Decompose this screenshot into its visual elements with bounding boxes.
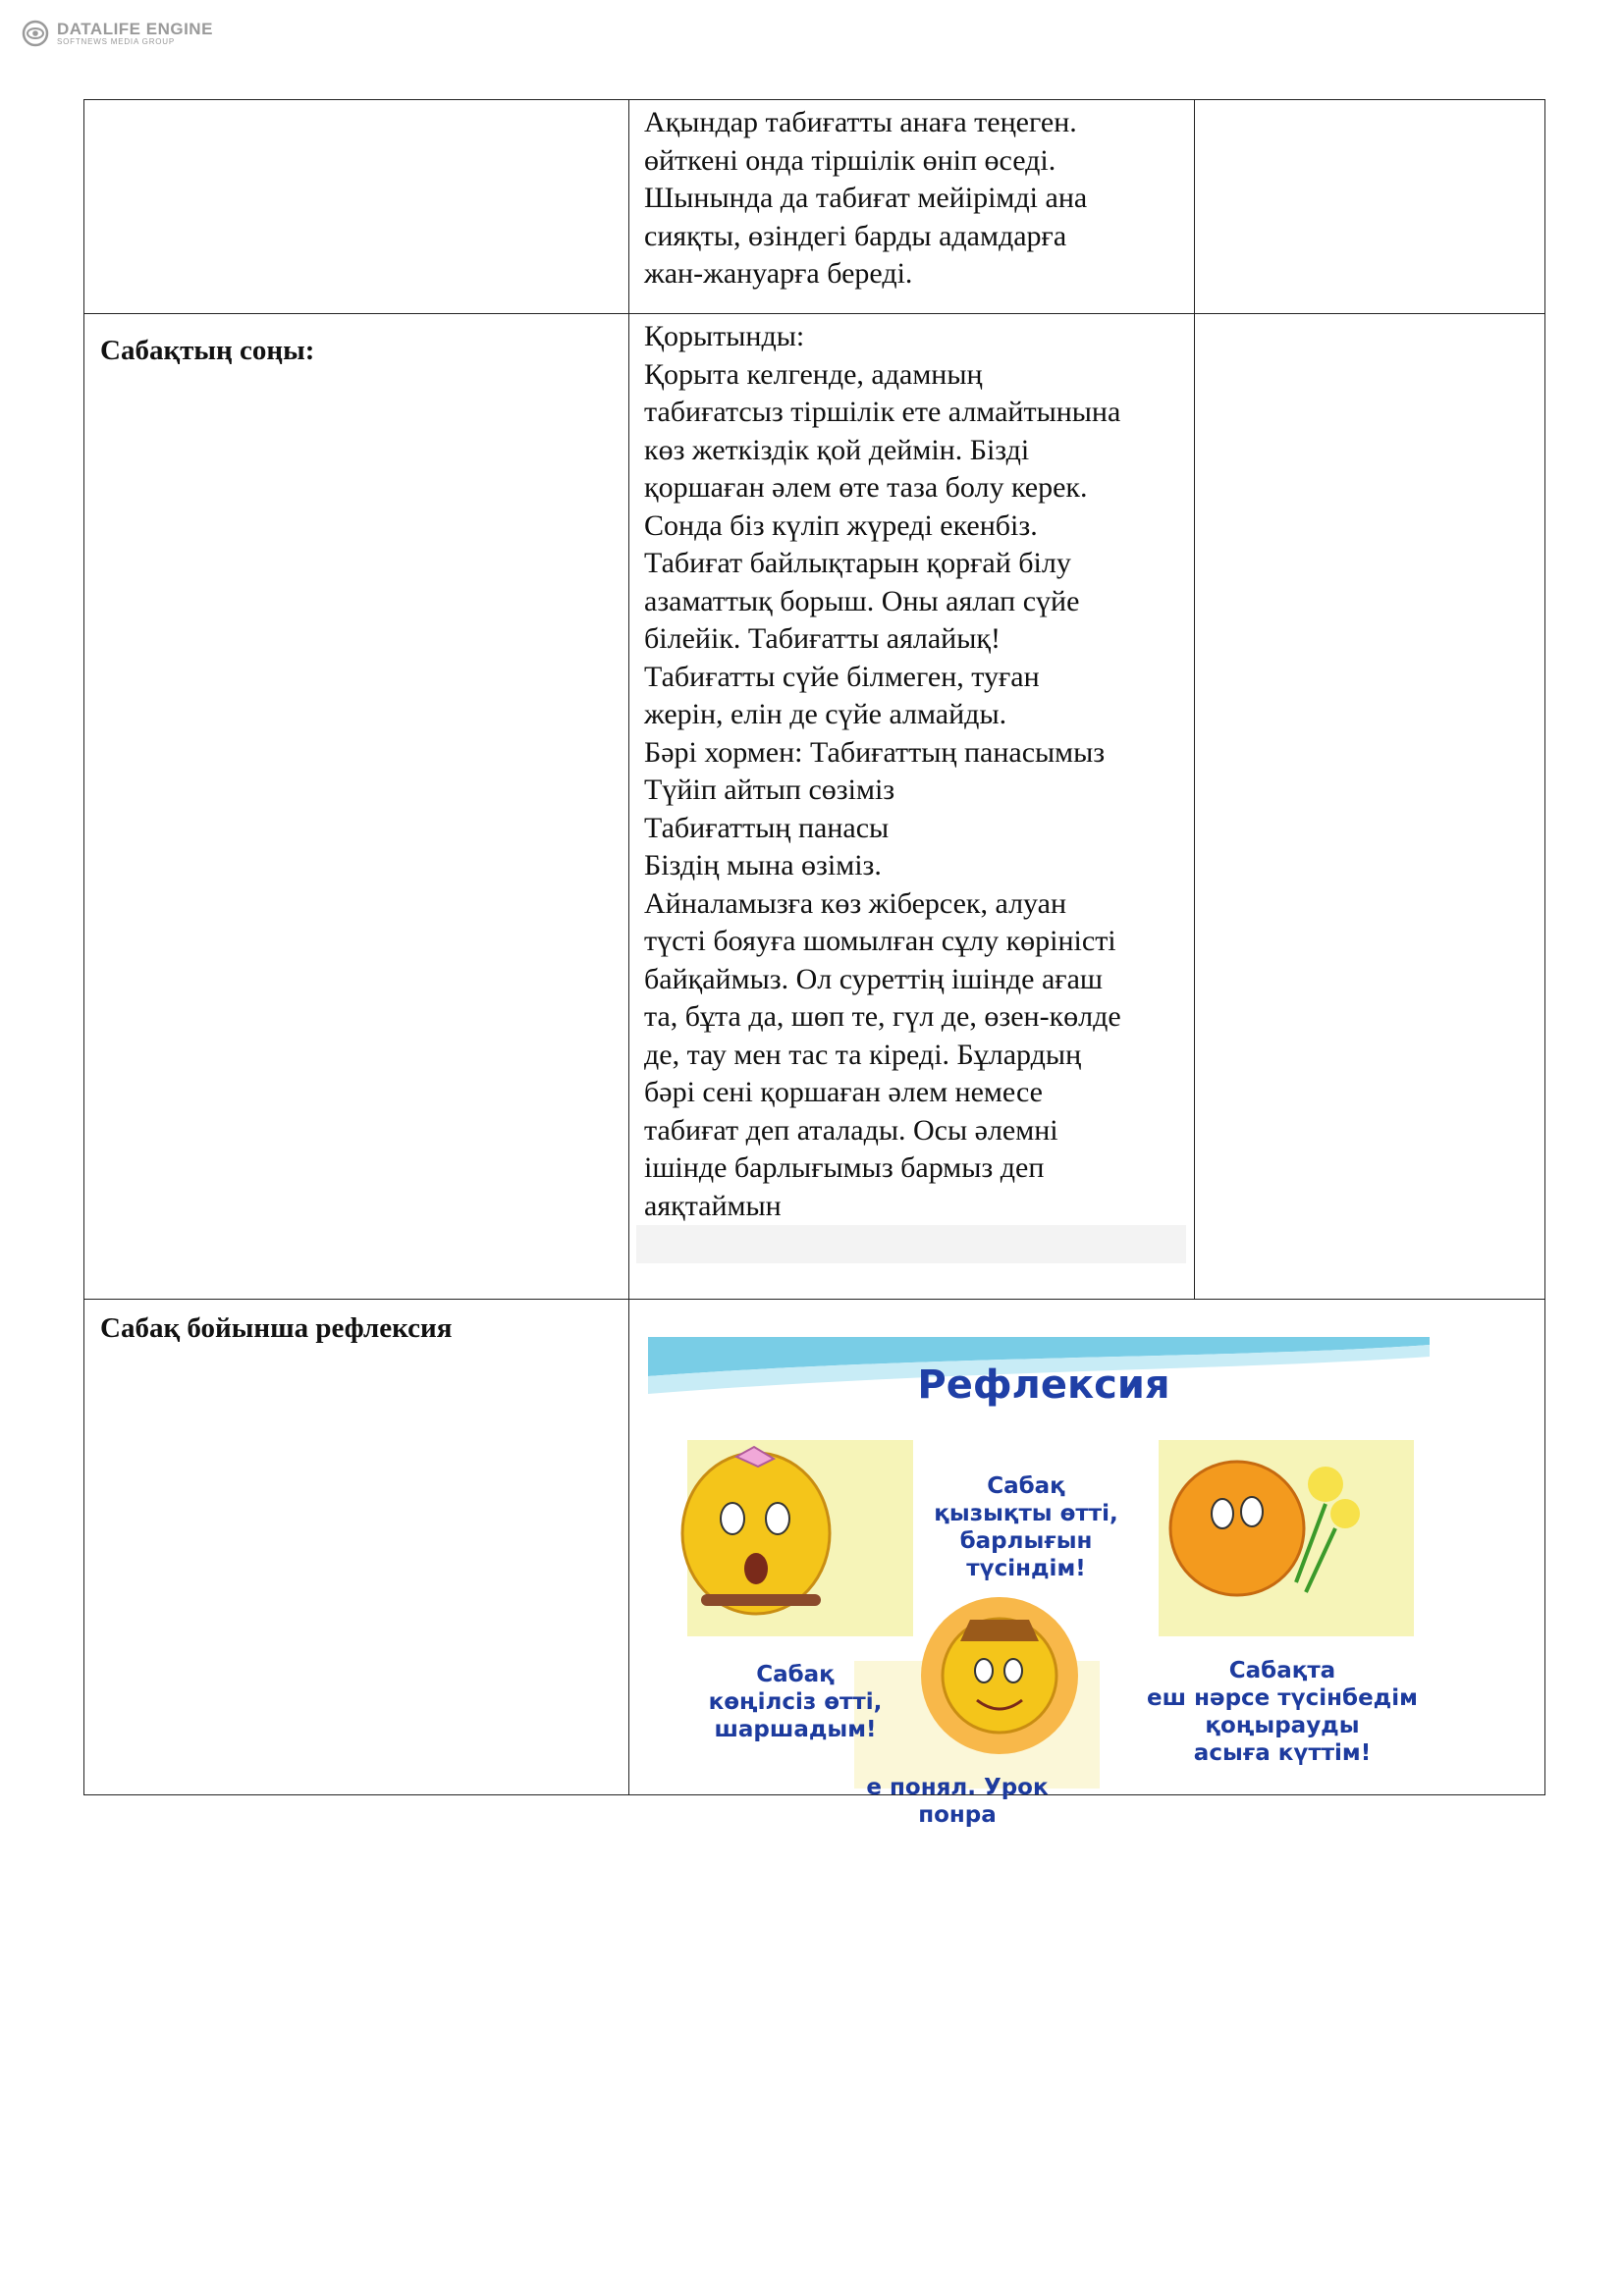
logo-subtitle: SOFTNEWS MEDIA GROUP xyxy=(57,36,176,46)
reflection-label: Сабақ бойынша рефлексия xyxy=(100,1312,453,1344)
text-line: Ақындар табиғатты анаға теңеген. xyxy=(644,106,1077,138)
caption-line: Сабақ xyxy=(756,1662,835,1687)
caption-line: түсіндім! xyxy=(966,1556,1086,1581)
text-line: көз жеткіздік қой деймін. Бізді xyxy=(644,433,1030,466)
text-line: Қорытынды: xyxy=(644,320,805,352)
text-line: ішінде барлығымыз бармыз деп xyxy=(644,1151,1045,1184)
lesson-end-label: Сабақтың соңы: xyxy=(100,335,315,366)
row-label-cell xyxy=(84,1300,629,1795)
datalife-engine-logo xyxy=(22,20,213,47)
text-line: өйткені онда тіршілік өніп өседі. xyxy=(644,143,1056,177)
text-line: Шынында да табиғат мейірімді ана xyxy=(644,182,1088,214)
lesson-plan-table xyxy=(83,99,1545,1828)
table-row xyxy=(84,100,1545,314)
row-content-cell xyxy=(629,314,1195,1300)
caption-line: қызықты өтті, xyxy=(934,1501,1118,1526)
text-line: сияқты, өзіндегі барды адамдарға xyxy=(644,219,1067,252)
reflection-title: Рефлексия xyxy=(917,1362,1170,1408)
logo-title: DATALIFE ENGINE xyxy=(57,19,213,38)
text-line: Біздің мына өзіміз. xyxy=(644,849,882,881)
caption-line: шаршадым! xyxy=(714,1717,877,1742)
text-line: табиғатсыз тіршілік ете алмайтынына xyxy=(644,396,1121,428)
text-line: жан-жануарға береді. xyxy=(644,257,913,290)
caption-happy xyxy=(884,1472,1168,1582)
text-line: жерін, елін де сүйе алмайды. xyxy=(644,698,1007,730)
caption-line: Сабақ xyxy=(987,1473,1065,1499)
row-label-cell xyxy=(84,314,629,1300)
row-label-cell xyxy=(84,100,629,314)
text-line: азаматтық борыш. Оны аялап сүйе xyxy=(644,584,1080,617)
text-line: Қорыта келгенде, адамның xyxy=(644,357,983,391)
text-line: қоршаған әлем өте таза болу керек. xyxy=(644,471,1088,504)
text-line: аяқтаймын xyxy=(644,1189,782,1222)
conclusion-text xyxy=(629,314,1194,1225)
caption-line: қоңырауды xyxy=(1205,1713,1360,1738)
caption-line: еш нәрсе түсінбедім xyxy=(1147,1685,1418,1711)
text-line: де, тау мен тас та кіреді. Бұлардың xyxy=(644,1038,1082,1071)
table-row xyxy=(84,314,1545,1300)
row-1-text xyxy=(629,100,1194,294)
text-line: Табиғатты сүйе білмеген, туған xyxy=(644,660,1040,693)
text-line: Табиғат байлықтарын қорғай білу xyxy=(644,547,1071,579)
text-line: Түйіп айтып сөзіміз xyxy=(644,774,895,806)
reflection-image xyxy=(648,1337,1430,1828)
caption-confused xyxy=(1135,1657,1430,1767)
row-notes-cell xyxy=(1195,314,1545,1300)
row-notes-cell xyxy=(1195,100,1545,314)
text-line: та, бұта да, шөп те, гүл де, өзен-көлде xyxy=(644,1000,1121,1033)
text-line: табиғат деп аталады. Осы әлемні xyxy=(644,1113,1058,1147)
caption-line: асыға күттім! xyxy=(1193,1740,1372,1766)
text-line: түсті бояуға шомылған сұлу көріністі xyxy=(644,925,1116,957)
text-line: байқаймыз. Ол суреттің ішінде ағаш xyxy=(644,962,1103,995)
text-line: Айналамызға көз жіберсек, алуан xyxy=(644,886,1067,920)
text-line: Бәрі хормен: Табиғаттың панасымыз xyxy=(644,735,1106,769)
row-content-cell xyxy=(629,100,1195,314)
caption-line: көңілсіз өтті, xyxy=(708,1689,883,1715)
caption-bottom: е понял. Урок понра xyxy=(866,1775,1049,1828)
text-line: білейік. Табиғатты аялайық! xyxy=(644,622,1001,655)
grey-highlight-bar xyxy=(636,1225,1186,1263)
table-row xyxy=(84,1300,1545,1795)
text-line: Сонда біз күліп жүреді екенбіз. xyxy=(644,508,1038,542)
reflection-image-cell xyxy=(629,1300,1545,1828)
caption-line: барлығын xyxy=(959,1528,1093,1554)
text-line: бәрі сені қоршаған әлем немесе xyxy=(644,1076,1043,1108)
caption-tired xyxy=(648,1661,943,1743)
caption-line: Сабақта xyxy=(1228,1658,1336,1683)
text-line: Табиғаттың панасы xyxy=(644,811,890,844)
eye-logo-icon xyxy=(22,20,49,47)
